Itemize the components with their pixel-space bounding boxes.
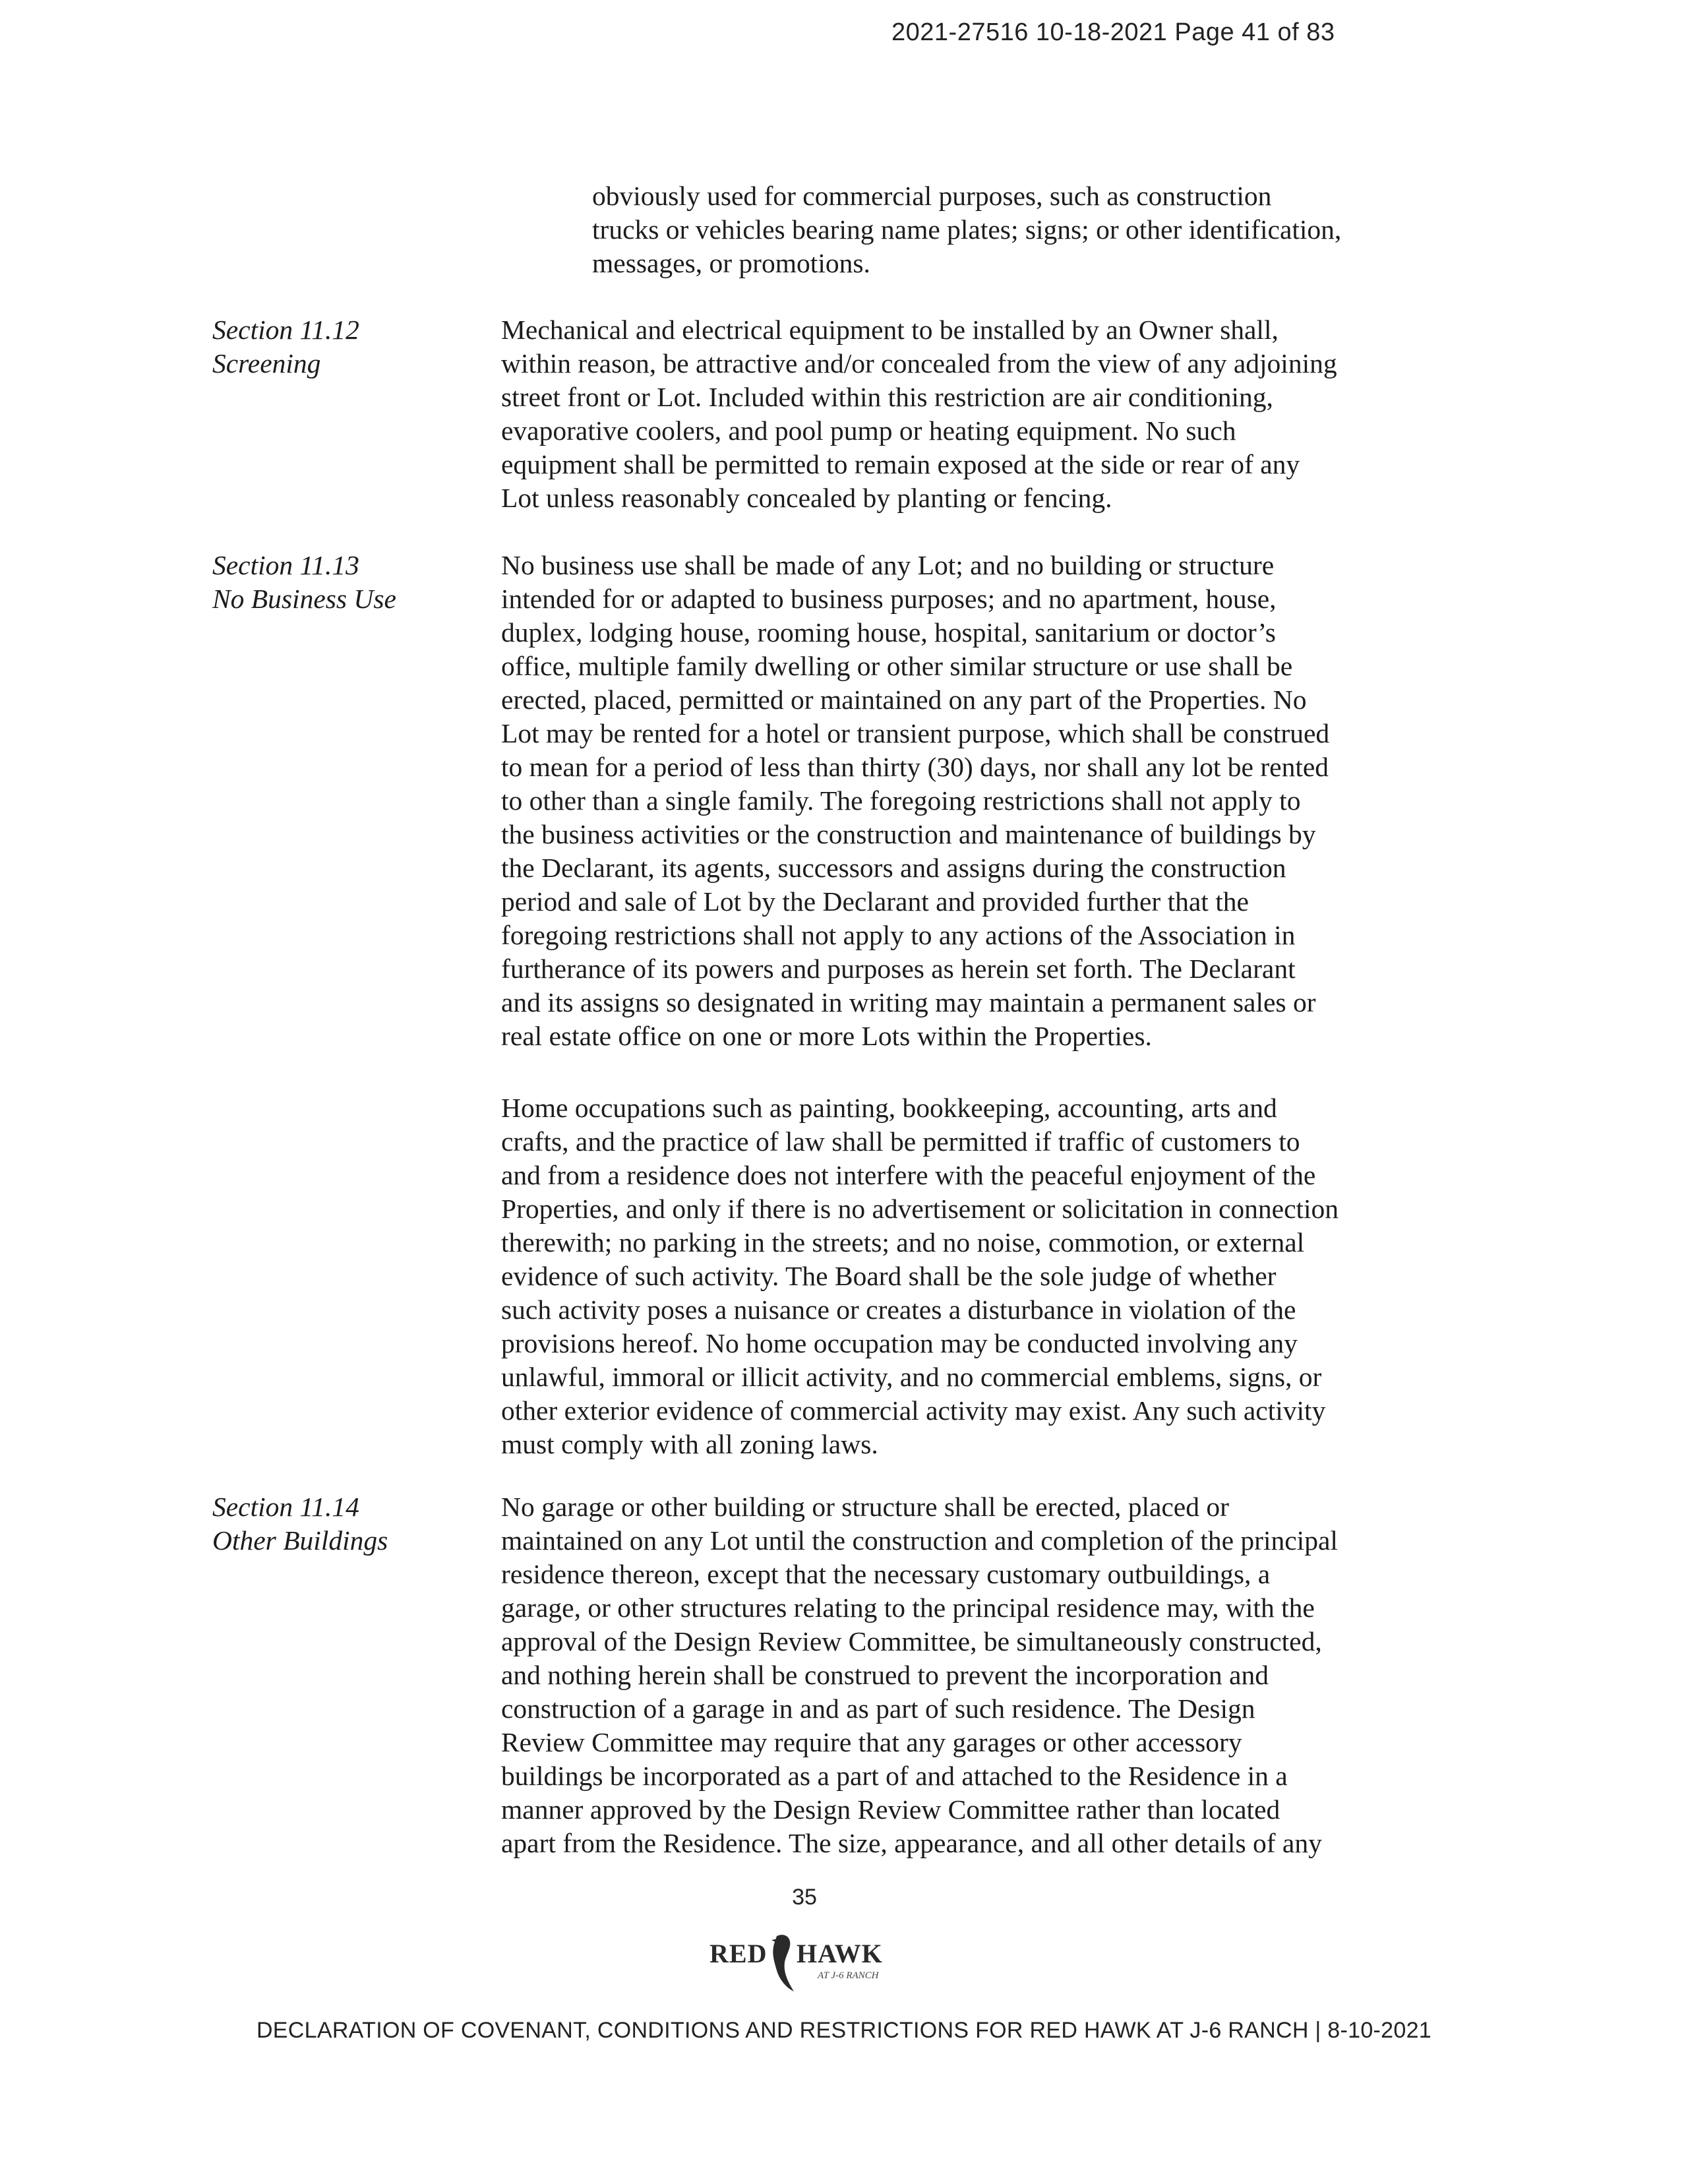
text-line: Lot unless reasonably concealed by planting or fencing. xyxy=(501,483,1112,513)
text-line: messages, or promotions. xyxy=(592,248,870,278)
recording-stamp: 2021-27516 10-18-2021 Page 41 of 83 xyxy=(891,18,1335,46)
logo-tagline: AT J-6 RANCH xyxy=(818,1970,879,1981)
red-hawk-logo xyxy=(706,1926,903,1998)
text-line: therewith; no parking in the streets; and no noise, commotion, or external xyxy=(501,1227,1305,1258)
text-line: provisions hereof. No home occupation may be conducted involving any xyxy=(501,1328,1298,1358)
text-line: foregoing restrictions shall not apply to any actions of the Association in xyxy=(501,920,1296,950)
continuation-paragraph xyxy=(592,179,1495,280)
text-line: buildings be incorporated as a part of and attached to the Residence in a xyxy=(501,1761,1288,1791)
text-line: Mechanical and electrical equipment to be installed by an Owner shall, xyxy=(501,315,1279,345)
text-line: to mean for a period of less than thirty (30) days, nor shall any lot be rented xyxy=(501,752,1329,782)
section-11-13-paragraph-2 xyxy=(501,1091,1404,1461)
text-line: No business use shall be made of any Lot; and no building or structure xyxy=(501,550,1275,580)
document-footer: DECLARATION OF COVENANT, CONDITIONS AND RESTRICTIONS FOR RED HAWK AT J-6 RANCH | 8-10-2021 xyxy=(256,2018,1432,2043)
section-title: No Business Use xyxy=(212,584,396,614)
section-title: Screening xyxy=(212,348,321,379)
text-line: residence thereon, except that the necessary customary outbuildings, a xyxy=(501,1559,1271,1589)
text-line: period and sale of Lot by the Declarant and provided further that the xyxy=(501,886,1249,917)
logo-word-right: HAWK xyxy=(797,1939,883,1968)
section-11-14-paragraph xyxy=(501,1490,1404,1860)
text-line: real estate office on one or more Lots within the Properties. xyxy=(501,1021,1152,1051)
text-line: such activity poses a nuisance or creates a disturbance in violation of the xyxy=(501,1294,1296,1325)
hawk-icon xyxy=(771,1935,794,1991)
section-11-12-paragraph xyxy=(501,313,1404,515)
text-line: equipment shall be permitted to remain exposed at the side or rear of any xyxy=(501,449,1300,479)
text-line: Review Committee may require that any garages or other accessory xyxy=(501,1727,1242,1757)
text-line: crafts, and the practice of law shall be permitted if traffic of customers to xyxy=(501,1126,1300,1157)
logo-word-left: RED xyxy=(709,1939,768,1968)
text-line: apart from the Residence. The size, appearance, and all other details of any xyxy=(501,1828,1322,1858)
text-line: furtherance of its powers and purposes as herein set forth. The Declarant xyxy=(501,954,1296,984)
text-line: duplex, lodging house, rooming house, hospital, sanitarium or doctor’s xyxy=(501,617,1276,648)
text-line: must comply with all zoning laws. xyxy=(501,1429,878,1459)
text-line: and nothing herein shall be construed to prevent the incorporation and xyxy=(501,1660,1269,1690)
section-11-13-paragraph-1 xyxy=(501,549,1404,1053)
text-line: and its assigns so designated in writing may maintain a permanent sales or xyxy=(501,987,1316,1017)
text-line: evaporative coolers, and pool pump or heating equipment. No such xyxy=(501,415,1236,446)
text-line: street front or Lot. Included within this restriction are air conditioning, xyxy=(501,382,1273,412)
text-line: manner approved by the Design Review Committee rather than located xyxy=(501,1794,1281,1825)
text-line: No garage or other building or structure shall be erected, placed or xyxy=(501,1492,1229,1522)
section-heading-11-14 xyxy=(212,1490,476,1558)
section-heading-11-12 xyxy=(212,313,476,380)
text-line: erected, placed, permitted or maintained on any part of the Properties. No xyxy=(501,684,1307,715)
text-line: Lot may be rented for a hotel or transient purpose, which shall be construed xyxy=(501,718,1330,748)
section-number: Section 11.13 xyxy=(212,550,359,580)
text-line: and from a residence does not interfere with the peaceful enjoyment of the xyxy=(501,1160,1316,1190)
text-line: construction of a garage in and as part of such residence. The Design xyxy=(501,1693,1255,1724)
text-line: the business activities or the construction and maintenance of buildings by xyxy=(501,819,1316,849)
text-line: within reason, be attractive and/or concealed from the view of any adjoining xyxy=(501,348,1337,379)
text-line: intended for or adapted to business purposes; and no apartment, house, xyxy=(501,584,1277,614)
text-line: approval of the Design Review Committee, be simultaneously constructed, xyxy=(501,1626,1322,1656)
section-number: Section 11.12 xyxy=(212,315,359,345)
text-line: trucks or vehicles bearing name plates; signs; or other identification, xyxy=(592,214,1342,245)
text-line: Home occupations such as painting, bookkeeping, accounting, arts and xyxy=(501,1093,1277,1123)
text-line: other exterior evidence of commercial activity may exist. Any such activity xyxy=(501,1395,1326,1426)
section-heading-11-13 xyxy=(212,549,476,616)
page-number: 35 xyxy=(792,1885,817,1910)
text-line: evidence of such activity. The Board shall be the sole judge of whether xyxy=(501,1261,1277,1291)
text-line: maintained on any Lot until the construction and completion of the principal xyxy=(501,1525,1338,1556)
section-number: Section 11.14 xyxy=(212,1492,359,1522)
section-title: Other Buildings xyxy=(212,1525,388,1556)
text-line: garage, or other structures relating to the principal residence may, with the xyxy=(501,1592,1315,1623)
text-line: Properties, and only if there is no advertisement or solicitation in connection xyxy=(501,1194,1339,1224)
text-line: office, multiple family dwelling or other similar structure or use shall be xyxy=(501,651,1293,681)
text-line: obviously used for commercial purposes, such as construction xyxy=(592,181,1272,211)
text-line: unlawful, immoral or illicit activity, and no commercial emblems, signs, or xyxy=(501,1362,1322,1392)
text-line: the Declarant, its agents, successors and assigns during the construction xyxy=(501,853,1286,883)
text-line: to other than a single family. The foregoing restrictions shall not apply to xyxy=(501,785,1301,816)
